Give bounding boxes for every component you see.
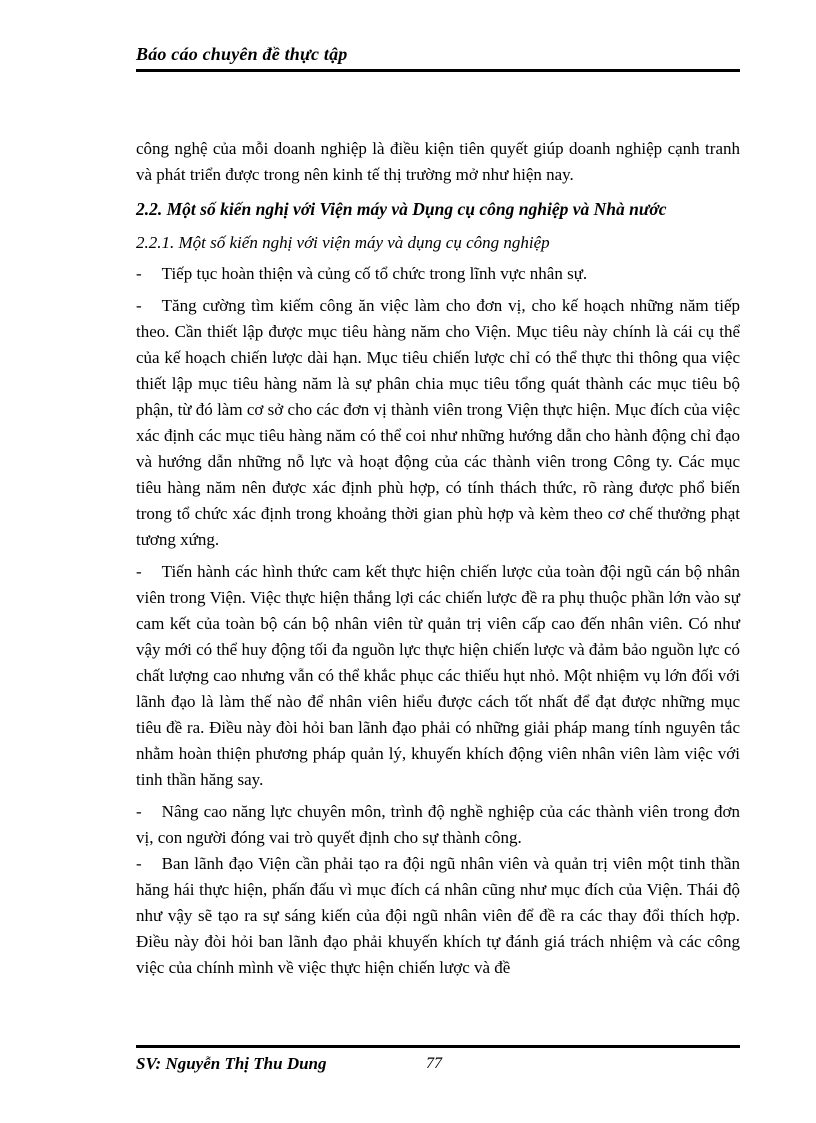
- bullet-item-annual-goals: [136, 293, 740, 553]
- bullet-text: Nâng cao năng lực chuyên môn, trình độ nghề nghiệp của các thành viên trong đơn vị, con người đóng vai trò quyết định cho sự thành công.: [136, 802, 740, 847]
- header-title: Báo cáo chuyên đề thực tập: [136, 44, 348, 64]
- bullet-item-personnel: [136, 261, 740, 287]
- bullet-text: Tiếp tục hoàn thiện và củng cố tổ chức trong lĩnh vực nhân sự.: [161, 264, 588, 283]
- paragraph-intro: công nghệ của mỗi doanh nghiệp là điều kiện tiên quyết giúp doanh nghiệp cạnh tranh và phát triển được trong nên kinh tế thị trường mở như hiện nay.: [136, 139, 740, 184]
- page-footer: [136, 1045, 740, 1074]
- section-heading: 2.2. Một số kiến nghị với Viện máy và Dụng cụ công nghiệp và Nhà nước: [136, 199, 667, 219]
- bullet-dash: -: [136, 264, 142, 283]
- page-number: 77: [426, 1055, 442, 1072]
- page-header: [136, 44, 740, 72]
- bullet-dash: -: [136, 854, 142, 873]
- bullet-item-capability: [136, 799, 740, 851]
- subsection-heading: 2.2.1. Một số kiến nghị với viện máy và dụng cụ công nghiệp: [136, 233, 550, 252]
- footer-author: SV: Nguyễn Thị Thu Dung: [136, 1054, 327, 1073]
- bullet-item-leadership: [136, 851, 740, 981]
- bullet-text: Ban lãnh đạo Viện cần phải tạo ra đội ngũ nhân viên và quản trị viên một tinh thần hăng hái thực hiện, phấn đấu vì mục đích cá nhân cũng như mục đích của Viện. Thái độ như vậy sẽ tạo ra sự sáng kiến của đội ngũ nhân viên để đề ra các thay đổi thích hợp. Điều này đòi hỏi ban lãnh đạo phải khuyến khích tự đánh giá trách nhiệm và các công việc của chính mình về việc thực hiện chiến lược và đề: [136, 854, 740, 977]
- bullet-dash: -: [136, 296, 142, 315]
- bullet-dash: -: [136, 802, 142, 821]
- bullet-text: Tăng cường tìm kiếm công ăn việc làm cho đơn vị, cho kế hoạch những năm tiếp theo. Cần thiết lập được mục tiêu hàng năm cho Viện. Mục tiêu này chính là cái cụ thể của kế hoạch chiến lược dài hạn. Mục tiêu chiến lược chỉ có thể thực thi thông qua việc thiết lập mục tiêu hàng năm là sự phân chia mục tiêu tổng quát thành các mục tiêu bộ phận, từ đó làm cơ sở cho các đơn vị thành viên trong Viện thực hiện. Mục đích của việc xác định các mục tiêu hàng năm có thể coi như những hướng dẫn cho hành động chỉ đạo và hướng dẫn những nỗ lực và hoạt động của các thành viên trong Công ty. Các mục tiêu hàng năm nên được xác định phù hợp, có tính thách thức, rõ ràng được phổ biến trong tổ chức xác định trong khoảng thời gian phù hợp và kèm theo cơ chế thưởng phạt tương xứng.: [136, 296, 740, 549]
- document-body: [136, 136, 740, 987]
- bullet-text: Tiến hành các hình thức cam kết thực hiện chiến lược của toàn đội ngũ cán bộ nhân viên trong Viện. Việc thực hiện thắng lợi các chiến lược đề ra phụ thuộc phần lớn vào sự cam kết của toàn bộ cán bộ nhân viên từ quản trị viên cấp cao đến nhân viên. Có như vậy mới có thể huy động tối đa nguồn lực thực hiện chiến lược và đảm bảo nguồn lực có chất lượng cao nhưng vẫn có thể khắc phục các thiếu hụt nhỏ. Một nhiệm vụ lớn đối với lãnh đạo là làm thế nào để nhân viên hiểu được cách tốt nhất để đạt được những mục tiêu đề ra. Điều này đòi hỏi ban lãnh đạo phải có những giải pháp mang tính nguyên tắc nhằm hoàn thiện phương pháp quản lý, khuyến khích động viên nhân viên làm việc với tinh thần hăng say.: [136, 562, 740, 789]
- bullet-item-commitment: [136, 559, 740, 793]
- bullet-dash: -: [136, 562, 142, 581]
